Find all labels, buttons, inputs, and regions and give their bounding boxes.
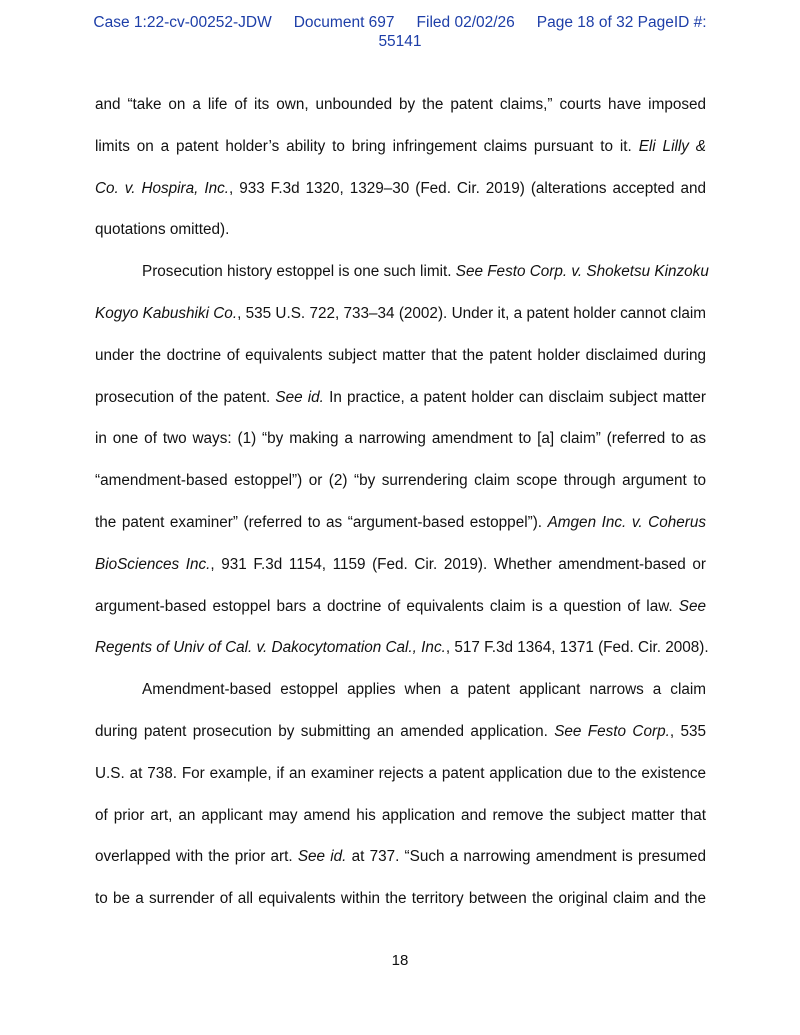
text-line — [95, 335, 706, 377]
text-segment: , 517 F.3d 1364, 1371 (Fed. Cir. 2008). — [445, 639, 709, 657]
citation-italic: Regents of Univ of Cal. v. Dakocytomation Cal., Inc. — [95, 639, 446, 657]
text-segment: , 931 F.3d 1154, 1159 (Fed. Cir. 2019). Whether amendment-based or — [210, 555, 706, 573]
text-segment: , 933 F.3d 1320, 1329–30 (Fed. Cir. 2019) (alterations accepted and — [229, 179, 706, 197]
citation-italic: BioSciences Inc. — [95, 555, 211, 573]
text-line — [95, 586, 706, 628]
citation-italic: Co. v. Hospira, Inc. — [95, 179, 230, 197]
text-line — [95, 377, 706, 419]
text-line — [95, 209, 706, 251]
citation-italic: Kogyo Kabushiki Co. — [95, 304, 238, 322]
text-segment: to be a surrender of all equivalents within the territory between the original claim and the — [95, 890, 706, 908]
text-segment: of prior art, an applicant may amend his application and remove the subject matter that — [95, 806, 706, 824]
text-line — [95, 293, 706, 335]
text-segment: under the doctrine of equivalents subject matter that the patent holder disclaimed during — [95, 346, 706, 364]
text-segment: argument-based estoppel bars a doctrine of equivalents claim is a question of law. — [95, 597, 679, 615]
text-line — [95, 502, 706, 544]
text-line — [95, 627, 709, 669]
text-line — [95, 84, 706, 126]
text-line — [95, 126, 706, 168]
citation-italic: See Festo Corp. v. Shoketsu Kinzoku — [455, 263, 709, 281]
case-number: Case 1:22-cv-00252-JDW — [93, 14, 272, 31]
document-number: Document 697 — [293, 14, 395, 31]
text-line — [95, 168, 706, 210]
case-header-line-1 — [0, 13, 800, 32]
text-segment: In practice, a patent holder can disclaim subject matter — [323, 388, 707, 406]
text-segment: quotations omitted). — [95, 221, 230, 239]
citation-italic: See id. — [275, 388, 324, 406]
text-segment: in one of two ways: (1) “by making a narrowing amendment to [a] claim” (referred to as — [95, 430, 706, 448]
case-header-stamp — [0, 13, 800, 51]
text-line — [95, 795, 706, 837]
text-segment: U.S. at 738. For example, if an examiner rejects a patent application due to the existence — [95, 764, 706, 782]
text-line — [95, 878, 706, 920]
text-line — [95, 711, 706, 753]
text-line — [95, 669, 706, 711]
text-segment: at 737. “Such a narrowing amendment is presumed — [346, 848, 706, 866]
text-line — [95, 460, 706, 502]
text-segment: Prosecution history estoppel is one such limit. — [142, 263, 456, 281]
page-number: 18 — [391, 952, 409, 969]
text-segment: prosecution of the patent. — [95, 388, 276, 406]
page-id: 55141 — [378, 33, 422, 50]
citation-italic: See Festo Corp. — [554, 722, 670, 740]
text-segment: overlapped with the prior art. — [95, 848, 298, 866]
text-segment: “amendment-based estoppel”) or (2) “by surrendering claim scope through argument to — [95, 472, 706, 490]
text-line — [95, 418, 706, 460]
document-body — [95, 84, 709, 920]
text-line — [95, 836, 706, 878]
text-segment: Amendment-based estoppel applies when a patent applicant narrows a claim — [142, 681, 706, 699]
citation-italic: See — [678, 597, 706, 615]
text-segment: limits on a patent holder’s ability to bring infringement claims pursuant to it. — [95, 137, 639, 155]
text-line — [95, 544, 706, 586]
text-segment: , 535 U.S. 722, 733–34 (2002). Under it, a patent holder cannot claim — [237, 304, 706, 322]
text-segment: , 535 — [669, 722, 706, 740]
citation-italic: Amgen Inc. v. Coherus — [547, 513, 706, 531]
text-segment: the patent examiner” (referred to as “argument-based estoppel”). — [95, 513, 548, 531]
filed-date: Filed 02/02/26 — [416, 14, 515, 31]
citation-italic: Eli Lilly & — [638, 137, 706, 155]
text-segment: during patent prosecution by submitting an amended application. — [95, 722, 555, 740]
citation-italic: See id. — [297, 848, 347, 866]
text-line — [95, 753, 706, 795]
text-segment: and “take on a life of its own, unbounded by the patent claims,” courts have imposed — [95, 96, 706, 113]
text-line — [95, 251, 709, 293]
page-of-pages: Page 18 of 32 PageID #: — [536, 14, 707, 31]
